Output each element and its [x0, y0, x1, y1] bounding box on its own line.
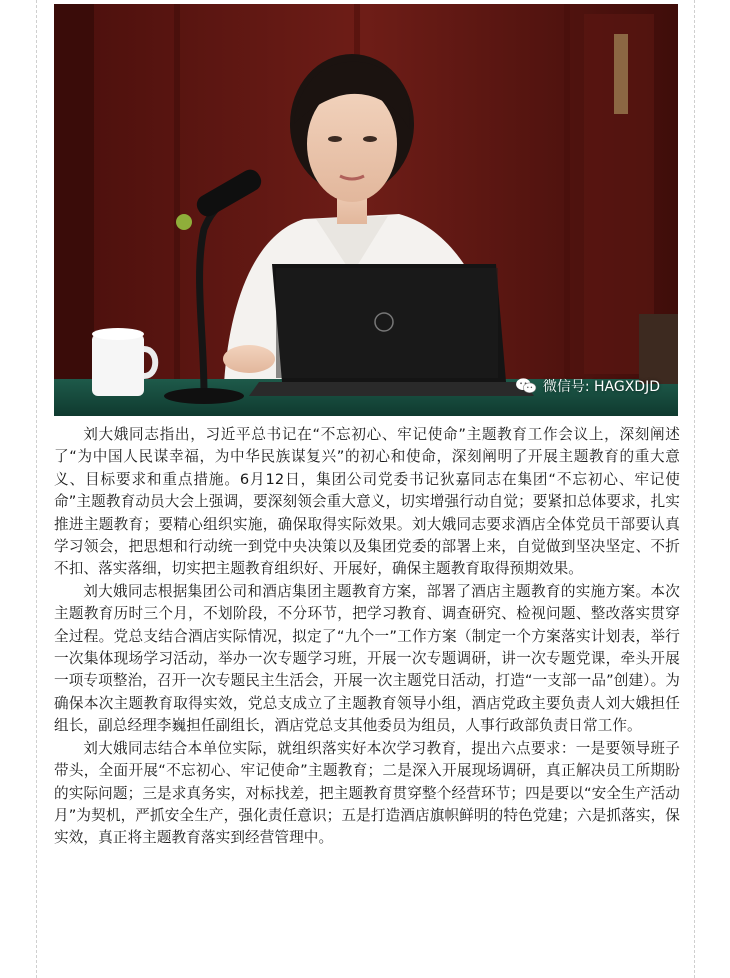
- watermark-text: 微信号: HAGXDJD: [542, 379, 660, 395]
- photo-illustration: [54, 4, 678, 416]
- left-border: [36, 0, 37, 978]
- article-paragraph: 刘大娥同志结合本单位实际，就组织落实好本次学习教育，提出六点要求：一是要领导班子带头，全面开展“不忘初心、牢记使命”主题教育；二是深入开展现场调研，真正解决员工所期盼的实际问题；三是求真务实，对标找差，把主题教育贯穿整个经营环节；四是要以“安全生产活动月”为契机，严抓安全生产，强化责任意识；五是打造酒店旗帜鲜明的特色党建；六是抓落实，保实效，真正将主题教育落实到经营管理中。: [54, 739, 680, 847]
- wechat-watermark: [515, 376, 660, 396]
- wechat-icon: [515, 377, 537, 395]
- right-border: [694, 0, 695, 978]
- article-paragraph: 刘大娥同志指出，习近平总书记在“不忘初心、牢记使命”主题教育工作会议上，深刻阐述了“为中国人民谋幸福，为中华民族谋复兴”的初心和使命，深刻阐明了开展主题教育的重大意义、目标要求和重点措施。6月12日，集团公司党委书记狄嘉同志在集团“不忘初心、牢记使命”主题教育动员大会上强调，要深刻领会重大意义，切实增强行动自觉；要紧扣总体要求，扎实推进主题教育；要精心组织实施，确保取得实际效果。刘大娥同志要求酒店全体党员干部要认真学习领会，把思想和行动统一到党中央决策以及集团党委的部署上来，自觉做到坚决坚定、不折不扣、落实落细，切实把主题教育组织好、开展好，确保主题教育取得预期效果。: [54, 426, 680, 578]
- article-body: [54, 424, 680, 850]
- article-photo: [54, 4, 678, 416]
- article-paragraph: 刘大娥同志根据集团公司和酒店集团主题教育方案，部署了酒店主题教育的实施方案。本次主题教育历时三个月，不划阶段，不分环节，把学习教育、调查研究、检视问题、整改落实贯穿全过程。党总支结合酒店实际情况，拟定了“九个一”工作方案（制定一个方案落实计划表，举行一次集体现场学习活动，举办一次专题学习班，开展一次专题调研，讲一次专题党课，牵头开展一项专项整治，召开一次专题民主生活会，开展一次主题党日活动，打造“一支部一品”创建）。为确保本次主题教育取得实效，党总支成立了主题教育领导小组，酒店党政主要负责人刘大娥担任组长，副总经理李巍担任副组长，酒店党总支其他委员为组员，人事行政部负责日常工作。: [54, 582, 680, 735]
